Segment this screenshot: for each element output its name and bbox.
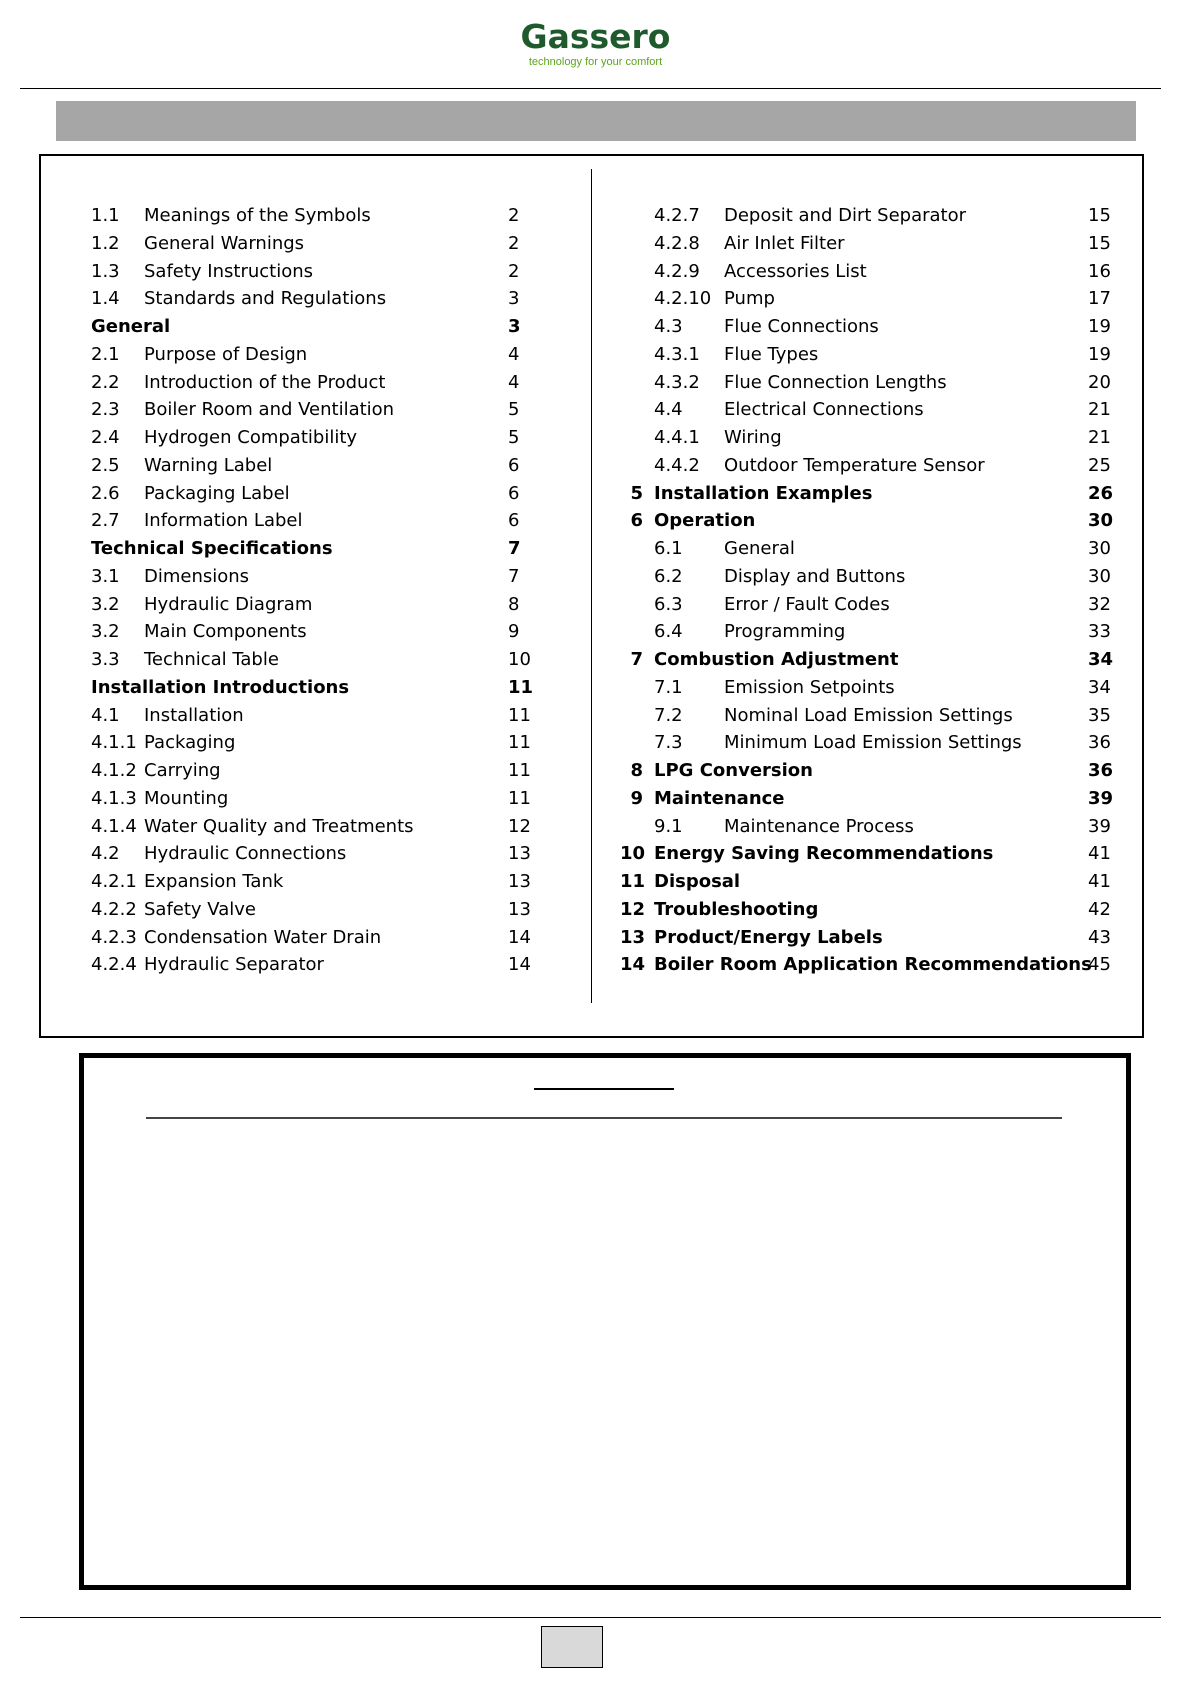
toc-entry[interactable] [91,202,531,230]
toc-entry-page: 19 [1088,316,1111,337]
toc-entry[interactable] [620,924,1114,952]
toc-entry-title: Hydraulic Diagram [144,593,313,615]
toc-entry-page: 5 [508,427,520,448]
toc-entry-title: LPG Conversion [654,760,813,781]
toc-entry-number: 8 [630,760,643,781]
toc-right-column [620,202,1114,979]
toc-entry-title: Meanings of the Symbols [144,205,371,226]
toc-entry[interactable] [620,452,1114,480]
toc-entry[interactable] [620,424,1114,452]
page-number-box [541,1626,603,1668]
toc-entry[interactable] [91,702,531,730]
toc-left-column [91,202,534,979]
toc-entry-page: 3 [508,316,521,337]
toc-entry[interactable] [91,951,531,979]
toc-entry[interactable] [91,896,531,924]
toc-entry-title: Display and Buttons [724,565,906,587]
toc-entry-number: 2.6 [91,482,120,504]
toc-entry[interactable] [91,230,531,258]
toc-entry-title: Electrical Connections [724,399,924,421]
toc-entry-page: 45 [1088,954,1111,976]
toc-entry[interactable] [91,480,531,508]
toc-entry-page: 4 [508,371,520,393]
toc-entry-page: 36 [1088,760,1114,781]
toc-entry-page: 17 [1088,288,1111,310]
toc-entry-title: Dimensions [144,565,250,587]
toc-entry-title: Troubleshooting [654,898,819,920]
toc-entry-title: Warning Label [144,454,273,476]
toc-entry-page: 30 [1088,510,1114,532]
header-divider [20,88,1161,89]
toc-entry-title: Pump [724,288,775,310]
notice-title-underline [534,1088,674,1090]
toc-entry[interactable] [620,507,1114,535]
toc-entry-page: 20 [1088,371,1111,393]
toc-entry[interactable] [620,480,1114,508]
toc-entry-title: Boiler Room and Ventilation [144,399,395,421]
toc-entry-number: 4.1.1 [91,732,137,754]
toc-entry-page: 6 [508,482,520,504]
toc-entry-title: Flue Types [724,343,819,365]
toc-entry[interactable] [91,618,531,646]
toc-entry-number: 7.1 [654,676,683,698]
toc-entry-number: 4.3.1 [654,343,700,365]
toc-entry-title: Air Inlet Filter [724,232,845,254]
toc-entry-title: Outdoor Temperature Sensor [724,454,985,476]
notice-box [79,1053,1131,1590]
brand-logo [0,18,1191,68]
toc-entry-number: 4.3.2 [654,371,700,393]
toc-entry-number: 10 [620,843,646,865]
toc-entry-page: 11 [508,676,534,698]
toc-entry-title: Packaging [144,732,236,754]
toc-entry-title: Nominal Load Emission Settings [724,704,1013,726]
toc-entry[interactable] [91,840,531,868]
toc-entry-number: 3.1 [91,565,120,587]
toc-entry[interactable] [620,618,1114,646]
toc-entry-title: Installation Introductions [91,676,350,698]
toc-entry[interactable] [620,868,1114,896]
toc-entry-page: 9 [508,621,520,643]
toc-entry[interactable] [91,646,531,674]
toc-entry-number: 9 [630,787,643,809]
footer-divider [20,1617,1161,1618]
toc-entry-title: Hydrogen Compatibility [144,427,358,448]
toc-entry-title: Technical Table [144,649,279,670]
toc-entry-page: 21 [1088,427,1111,448]
toc-entry-number: 4.4.1 [654,427,700,448]
toc-entry-title: Hydraulic Connections [144,843,347,865]
toc-entry-page: 25 [1088,454,1111,476]
toc-entry-title: Packaging Label [144,482,290,504]
title-banner [56,101,1136,141]
toc-entry-number: 6.1 [654,538,683,559]
toc-entry-number: 4.2.8 [654,232,700,254]
toc-entry-page: 16 [1088,260,1111,282]
toc-entry-page: 13 [508,898,531,920]
toc-entry-title: Main Components [144,621,307,643]
toc-entry[interactable] [620,757,1114,785]
toc-entry-title: General [91,316,171,337]
toc-entry-number: 4.2.7 [654,205,700,226]
toc-entry-title: Information Label [144,510,303,532]
toc-entry-page: 7 [508,565,520,587]
toc-entry[interactable] [91,591,531,619]
toc-entry-number: 6.4 [654,621,683,643]
toc-entry-title: Wiring [724,427,782,448]
toc-entry-title: Hydraulic Separator [144,954,324,976]
toc-entry[interactable] [620,840,1114,868]
toc-entry[interactable] [620,674,1114,702]
toc-entry-number: 4.1.2 [91,760,137,781]
toc-entry-title: Accessories List [724,260,867,282]
toc-entry-title: Operation [654,510,756,532]
toc-entry-number: 4.2.10 [654,288,712,310]
toc-entry-page: 14 [508,954,531,976]
toc-entry-page: 21 [1088,399,1111,421]
toc-entry[interactable] [620,785,1114,813]
toc-entry-page: 30 [1088,565,1111,587]
toc-entry-page: 2 [508,260,520,282]
toc-entry-number: 1.1 [91,205,120,226]
toc-entry-number: 7.2 [654,704,683,726]
toc-entry-number: 3.3 [91,649,120,670]
brand-name: Gassero [520,17,671,56]
toc-entry-title: Safety Instructions [144,260,314,282]
toc-entry-number: 6.2 [654,565,683,587]
toc-entry-number: 1.4 [91,288,120,310]
toc-entry-page: 11 [508,732,531,754]
toc-entry-number: 1.2 [91,232,120,254]
toc-entry[interactable] [620,813,1114,841]
toc-entry-title: General Warnings [144,232,305,254]
toc-entry[interactable] [620,591,1114,619]
toc-entry-number: 4.1 [91,704,120,726]
toc-entry-number: 12 [620,898,646,920]
toc-entry[interactable] [620,951,1114,979]
toc-entry-number: 6 [630,510,643,532]
toc-entry-page: 15 [1088,205,1111,226]
toc-entry-page: 12 [508,815,531,837]
toc-entry-page: 3 [508,288,520,310]
toc-entry[interactable] [91,424,531,452]
toc-entry-page: 6 [508,454,520,476]
toc-entry[interactable] [91,369,531,397]
toc-entry-title: Introduction of the Product [144,371,386,393]
toc-entry-title: Minimum Load Emission Settings [724,732,1022,754]
toc-entry-page: 15 [1088,232,1111,254]
toc-entry[interactable] [620,396,1114,424]
toc-entry-title: Combustion Adjustment [654,649,899,670]
toc-entry[interactable] [91,813,531,841]
toc-entry[interactable] [620,202,1114,230]
toc-entry-number: 2.3 [91,399,120,421]
brand-tagline: technology for your comfort [528,56,663,68]
toc-entry-page: 30 [1088,538,1111,559]
toc-entry-title: Programming [724,621,846,643]
toc-entry-number: 4.2.4 [91,954,137,976]
toc-entry-title: Boiler Room Application Recommendations [654,954,1092,976]
toc-entry-page: 32 [1088,593,1111,615]
toc-entry-page: 42 [1088,898,1111,920]
toc-entry-page: 10 [508,649,531,670]
toc-entry-number: 4.2.1 [91,871,137,892]
toc-entry-page: 41 [1088,843,1111,865]
toc-entry-title: Flue Connections [724,316,879,337]
toc-entry-title: Product/Energy Labels [654,926,883,948]
toc-entry-number: 2.2 [91,371,120,393]
toc-entry-title: Technical Specifications [91,538,333,559]
toc-entry-title: Maintenance [654,787,785,809]
toc-entry[interactable] [620,896,1114,924]
toc-entry-page: 2 [508,232,520,254]
toc-entry-title: Expansion Tank [144,871,284,892]
toc-entry-page: 41 [1088,871,1111,892]
toc-entry[interactable] [620,369,1114,397]
toc-entry-page: 34 [1088,649,1114,670]
toc-entry[interactable] [91,341,531,369]
toc-entry-number: 4.4 [654,399,683,421]
toc-entry[interactable] [91,285,531,313]
toc-entry[interactable] [91,729,531,757]
toc-entry-page: 11 [508,760,531,781]
toc-entry-page: 7 [508,538,521,559]
toc-entry-title: Deposit and Dirt Separator [724,205,967,226]
toc-entry-number: 4.2.2 [91,898,137,920]
toc-entry[interactable] [91,924,531,952]
toc-entry-page: 13 [508,843,531,865]
toc-entry-title: Safety Valve [144,898,256,920]
toc-entry-page: 11 [508,787,531,809]
toc-entry-page: 43 [1088,926,1111,948]
toc-entry-number: 4.3 [654,316,683,337]
toc-entry-page: 14 [508,926,531,948]
toc-entry[interactable] [91,868,531,896]
toc-entry-page: 13 [508,871,531,892]
toc-entry-number: 4.1.3 [91,787,137,809]
toc-entry-number: 13 [620,926,646,948]
toc-entry-number: 11 [620,871,646,892]
toc-entry-title: Maintenance Process [724,815,914,837]
toc-entry-number: 6.3 [654,593,683,615]
toc-entry-page: 26 [1088,482,1114,504]
toc-entry-number: 7.3 [654,732,683,754]
toc-entry-page: 34 [1088,676,1111,698]
toc-entry-title: Energy Saving Recommendations [654,843,994,865]
toc-entry[interactable] [91,313,531,341]
toc-entry-title: Installation Examples [654,482,873,504]
toc-entry-title: Condensation Water Drain [144,926,382,948]
toc-entry-title: Carrying [144,760,221,781]
toc-entry[interactable] [620,563,1114,591]
toc-entry-number: 5 [630,482,643,504]
toc-entry-title: Mounting [144,787,229,809]
toc-entry[interactable] [91,396,531,424]
toc-entry-page: 11 [508,704,531,726]
toc-entry-page: 6 [508,510,520,532]
toc-entry[interactable] [620,313,1114,341]
toc-entry[interactable] [620,258,1114,286]
toc-entry-number: 4.4.2 [654,454,700,476]
toc-entry-page: 39 [1088,787,1114,809]
toc-entry-title: Water Quality and Treatments [144,815,414,837]
toc-entry-number: 4.2.3 [91,926,137,948]
toc-entry-number: 1.3 [91,260,120,282]
toc-entry-title: Flue Connection Lengths [724,371,947,393]
toc-entry-page: 4 [508,343,520,365]
toc-entry-number: 4.2.9 [654,260,700,282]
toc-entry[interactable] [91,452,531,480]
toc-entry-page: 8 [508,593,520,615]
notice-divider [146,1117,1062,1119]
toc-entry-title: Disposal [654,871,741,892]
toc-entry[interactable] [91,563,531,591]
toc-entry-number: 2.7 [91,510,120,532]
toc-entry-number: 14 [620,954,646,976]
toc-entry[interactable] [91,674,534,702]
toc-entry[interactable] [91,507,531,535]
toc-entry-number: 9.1 [654,815,683,837]
toc-entry-page: 36 [1088,732,1111,754]
toc-entry-page: 35 [1088,704,1111,726]
toc-entry-page: 2 [508,205,520,226]
toc-entry-title: General [724,538,795,559]
toc-entry-title: Installation [144,704,244,726]
toc-entry-number: 2.5 [91,454,120,476]
toc-entry-title: Purpose of Design [144,343,308,365]
toc-entry-page: 19 [1088,343,1111,365]
toc-entry-title: Emission Setpoints [724,676,895,698]
toc-entry[interactable] [620,285,1114,313]
toc-entry[interactable] [91,258,531,286]
toc-entry-title: Error / Fault Codes [724,593,890,615]
toc-column-divider [591,169,592,1003]
toc-entry-page: 33 [1088,621,1111,643]
toc-entry-title: Standards and Regulations [144,288,387,310]
toc-entry[interactable] [91,785,531,813]
toc-entry[interactable] [620,702,1114,730]
toc-entry-number: 3.2 [91,621,120,643]
toc-entry[interactable] [620,341,1114,369]
toc-entry-page: 39 [1088,815,1111,837]
toc-entry[interactable] [620,646,1114,674]
toc-entry-number: 3.2 [91,593,120,615]
toc-entry-page: 5 [508,399,520,421]
toc-entry-number: 2.1 [91,343,120,365]
toc-entry-number: 4.2 [91,843,120,865]
toc-entry-number: 7 [630,649,643,670]
toc-entry[interactable] [91,535,531,563]
toc-entry[interactable] [620,535,1114,563]
toc-entry[interactable] [620,230,1114,258]
toc-entry[interactable] [620,729,1114,757]
toc-entry-number: 2.4 [91,427,120,448]
toc-entry[interactable] [91,757,531,785]
toc-entry-number: 4.1.4 [91,815,137,837]
